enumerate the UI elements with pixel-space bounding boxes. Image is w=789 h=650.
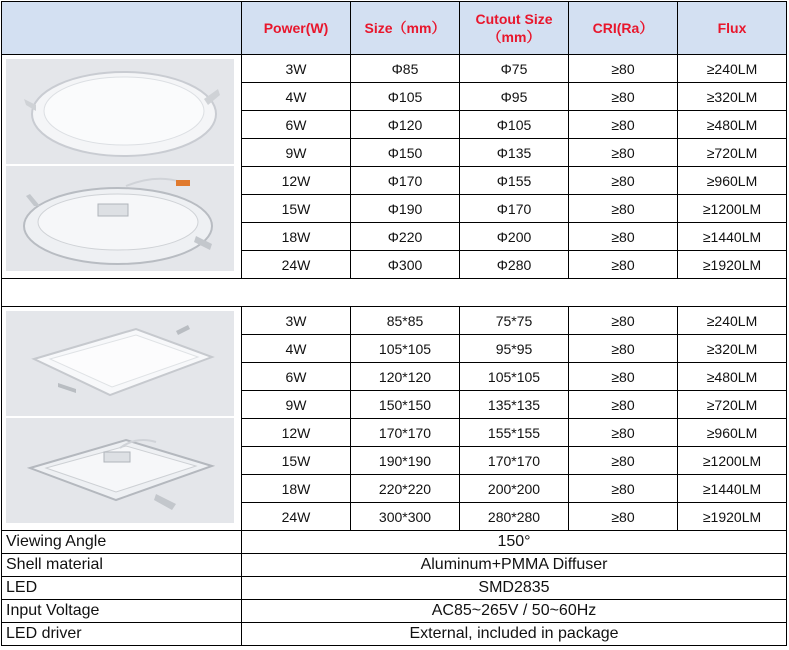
spec-value: AC85~265V / 50~60Hz (242, 600, 787, 623)
header-size: Size（mm） (351, 2, 460, 55)
cell-size: Φ190 (351, 195, 460, 223)
spec-row-shell-material (2, 554, 787, 577)
cell-flux: ≥480LM (678, 363, 787, 391)
cell-power: 3W (242, 55, 351, 83)
cell-power: 9W (242, 391, 351, 419)
cell-size: Φ120 (351, 111, 460, 139)
cell-cutout: 135*135 (460, 391, 569, 419)
spec-value: SMD2835 (242, 577, 787, 600)
cell-cutout: 155*155 (460, 419, 569, 447)
spec-value: Aluminum+PMMA Diffuser (242, 554, 787, 577)
cell-flux: ≥480LM (678, 111, 787, 139)
cell-cutout: 95*95 (460, 335, 569, 363)
cell-power: 4W (242, 335, 351, 363)
cell-cri: ≥80 (569, 223, 678, 251)
cell-flux: ≥1440LM (678, 223, 787, 251)
cell-cutout: Φ75 (460, 55, 569, 83)
cell-flux: ≥1200LM (678, 447, 787, 475)
cell-size: Φ300 (351, 251, 460, 279)
cell-size: Φ170 (351, 167, 460, 195)
cell-size: 120*120 (351, 363, 460, 391)
cell-size: 170*170 (351, 419, 460, 447)
header-flux: Flux (678, 2, 787, 55)
cell-cri: ≥80 (569, 251, 678, 279)
cell-size: Φ85 (351, 55, 460, 83)
cell-flux: ≥1920LM (678, 251, 787, 279)
cell-power: 18W (242, 475, 351, 503)
spec-row-led-driver (2, 623, 787, 646)
cell-cutout: Φ95 (460, 83, 569, 111)
spec-label: Input Voltage (2, 600, 242, 623)
cell-cri: ≥80 (569, 111, 678, 139)
cell-cutout: Φ170 (460, 195, 569, 223)
cell-cutout: Φ200 (460, 223, 569, 251)
header-cutout-line1: Cutout Size (475, 11, 553, 27)
cell-cri: ≥80 (569, 363, 678, 391)
cell-flux: ≥240LM (678, 307, 787, 335)
spec-value: External, included in package (242, 623, 787, 646)
header-cri: CRI(Ra） (569, 2, 678, 55)
round-panel-images (2, 55, 242, 279)
cell-flux: ≥1440LM (678, 475, 787, 503)
cell-flux: ≥1200LM (678, 195, 787, 223)
cell-cri: ≥80 (569, 55, 678, 83)
cell-size: Φ105 (351, 83, 460, 111)
spec-table (1, 1, 787, 646)
cell-cri: ≥80 (569, 419, 678, 447)
cell-cutout: Φ105 (460, 111, 569, 139)
separator-cell (2, 279, 787, 307)
cell-power: 6W (242, 363, 351, 391)
cell-cutout: 170*170 (460, 447, 569, 475)
cell-size: Φ150 (351, 139, 460, 167)
cell-cutout: 280*280 (460, 503, 569, 531)
spec-value: 150° (242, 531, 787, 554)
header-cutout (460, 2, 569, 55)
header-power: Power(W) (242, 2, 351, 55)
spec-row-viewing-angle (2, 531, 787, 554)
cell-cri: ≥80 (569, 475, 678, 503)
spec-label: LED driver (2, 623, 242, 646)
spec-label: Viewing Angle (2, 531, 242, 554)
cell-size: 85*85 (351, 307, 460, 335)
cell-cri: ≥80 (569, 307, 678, 335)
cell-power: 12W (242, 167, 351, 195)
cell-power: 24W (242, 251, 351, 279)
cell-cri: ≥80 (569, 503, 678, 531)
cell-size: 300*300 (351, 503, 460, 531)
cell-size: Φ220 (351, 223, 460, 251)
cell-flux: ≥720LM (678, 391, 787, 419)
spec-label: Shell material (2, 554, 242, 577)
cell-flux: ≥960LM (678, 419, 787, 447)
cell-cri: ≥80 (569, 167, 678, 195)
cell-power: 15W (242, 195, 351, 223)
spec-label: LED (2, 577, 242, 600)
cell-power: 15W (242, 447, 351, 475)
header-blank-cell (2, 2, 242, 55)
spec-row-led (2, 577, 787, 600)
cell-cutout: Φ155 (460, 167, 569, 195)
cell-cutout: 200*200 (460, 475, 569, 503)
cell-size: 220*220 (351, 475, 460, 503)
header-row (2, 2, 787, 55)
table-row (2, 307, 787, 335)
cell-size: 105*105 (351, 335, 460, 363)
cell-flux: ≥960LM (678, 167, 787, 195)
cell-power: 6W (242, 111, 351, 139)
square-panel-images (2, 307, 242, 531)
cell-size: 190*190 (351, 447, 460, 475)
cell-cri: ≥80 (569, 139, 678, 167)
cell-cutout: 105*105 (460, 363, 569, 391)
cell-flux: ≥720LM (678, 139, 787, 167)
cell-flux: ≥320LM (678, 335, 787, 363)
square-panel-back-photo (6, 418, 234, 523)
cell-cri: ≥80 (569, 391, 678, 419)
cell-power: 24W (242, 503, 351, 531)
spec-row-input-voltage (2, 600, 787, 623)
cell-power: 9W (242, 139, 351, 167)
cell-power: 4W (242, 83, 351, 111)
cell-cutout: Φ280 (460, 251, 569, 279)
cell-power: 12W (242, 419, 351, 447)
cell-cutout: Φ135 (460, 139, 569, 167)
table-row (2, 55, 787, 83)
cell-flux: ≥320LM (678, 83, 787, 111)
square-panel-front-photo (6, 311, 234, 416)
cell-cri: ≥80 (569, 195, 678, 223)
cell-power: 18W (242, 223, 351, 251)
cell-cri: ≥80 (569, 447, 678, 475)
cell-flux: ≥240LM (678, 55, 787, 83)
cell-size: 150*150 (351, 391, 460, 419)
cell-cri: ≥80 (569, 83, 678, 111)
separator-row (2, 279, 787, 307)
round-panel-front-photo (6, 59, 234, 164)
cell-flux: ≥1920LM (678, 503, 787, 531)
header-cutout-line2: （mm） (487, 29, 541, 45)
cell-power: 3W (242, 307, 351, 335)
cell-cutout: 75*75 (460, 307, 569, 335)
cell-cri: ≥80 (569, 335, 678, 363)
round-panel-back-photo (6, 166, 234, 271)
